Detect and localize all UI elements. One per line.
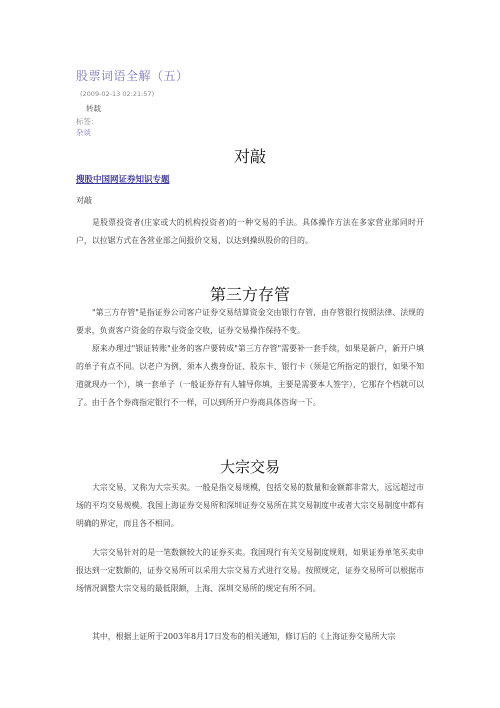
tags-label: 标签： (76, 117, 99, 126)
paragraph-block-trade-3: 其中，根据上证所于2003年8月17日发布的相关通知，修订后的《上海证券交易所大宗 (92, 632, 396, 641)
post-datetime: (2009-02-13 02:21:57) (80, 90, 155, 98)
category-link[interactable]: 杂谈 (76, 128, 91, 137)
term-label: 对敲 (76, 196, 92, 205)
paragraph-block-trade-1: 大宗交易，又称为大宗买卖。一般是指交易规模，包括交易的数量和金额都非常大，远远超过市场的平均交易规模。我国上海证券交易所和深圳证券交易所在其交易制度中或者大宗交易制度中都有明确的界定，而且各不相同。 (76, 483, 424, 528)
repost-label: 转载 (86, 104, 101, 113)
topic-link[interactable]: 搜股中国网证券知识专题 (76, 175, 170, 185)
page-title: 股票词语全解（五） (76, 69, 189, 83)
section-heading-dui-qiao: 对敲 (233, 147, 266, 166)
section-heading-third-party: 第三方存管 (209, 285, 290, 304)
section-heading-block-trade: 大宗交易 (219, 458, 280, 476)
paragraph-dui-qiao: 是股票投资者(庄家或大的机构投资者)的一种交易的手法。具体操作方法在多家营业部同时开户，以拉锯方式在各营业部之间报价交易，以达到操纵股价的目的。 (76, 218, 424, 245)
paragraph-third-party-1: "第三方存管"是指证券公司客户证券交易结算资金交由银行存管，由存管银行按照法律、法规的要求，负责客户资金的存取与资金交收，证券交易操作保持不变。 (76, 308, 424, 335)
paragraph-third-party-2: 原来办理过"银证转账"业务的客户要转成"第三方存管"需要补一套手续，如果是新户，新开户填的单子有点不同。以老户为例，须本人携身份证、股东卡、银行卡（须是它所指定的银行，如果不知道就现办一个），填一套单子（一般证券存有人辅导你填，主要是需要本人签字），它那存个档就可以了。由于各个券商指定银行不一样，可以到所开户券商具体咨询一下。 (76, 344, 424, 407)
paragraph-block-trade-2: 大宗交易针对的是一笔数额较大的证券买卖。我国现行有关交易制度规则，如果证券单笔买卖申报达到一定数额的，证券交易所可以采用大宗交易方式进行交易。按照规定，证券交易所可以根据市场情况调整大宗交易的最低限额，上海、深圳交易所的规定有所不同。 (76, 548, 424, 593)
